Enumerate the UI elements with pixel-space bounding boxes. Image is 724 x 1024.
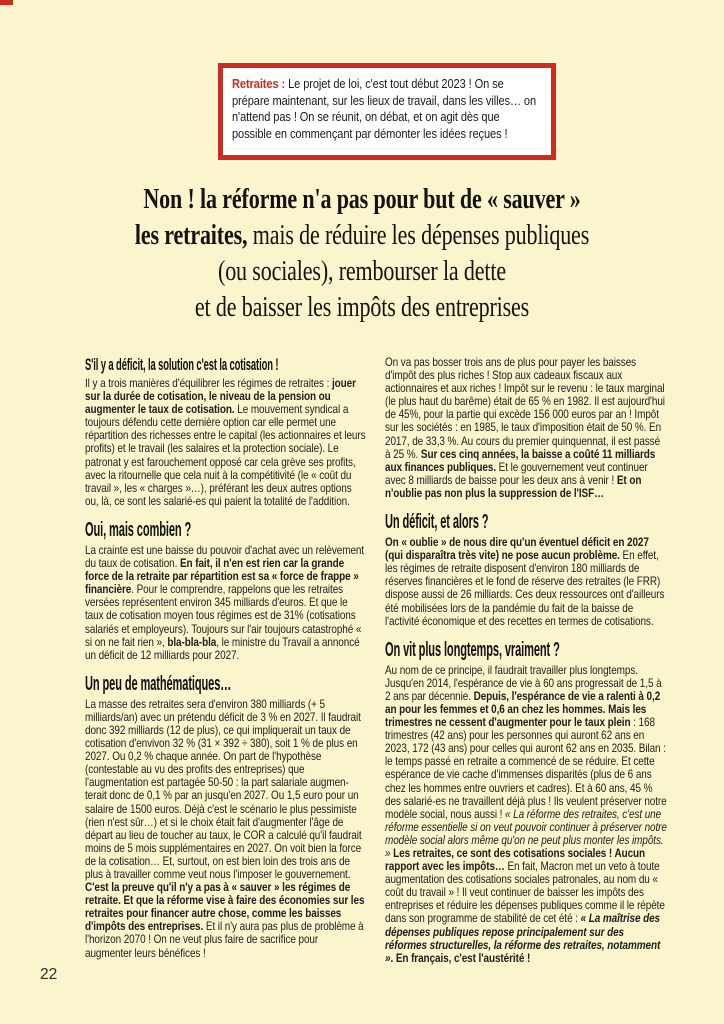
section-paragraph: On va pas bosser trois ans de plus pour payer les baisses d'impôt des plus riches ! Stop aux cadeaux fiscaux aux actionnaires et aux riches ! Impôt sur le revenu : le taux marginal (le plus haut du barême) était de 65 % en 1982. Il est aujourd'hui de 45%, pour la partie qui excède 156 000 euros par an ! Impôt sur les sociétés : en 1985, le taux d'imposition était de 50 %. En 2017, de 33,3 %. Au cours du premier quinquennat, il est passé à 25 %. Sur ces cinq années, la baisse a coûté 11 milliards aux finances publiques. Et le gouvernement veut continuer avec 8 milliards de baisse pour les deux ans à venir ! Et on n'oublie pas non plus la suppression de l'ISF… (385, 355, 665, 500)
section-paragraph: Au nom de ce principe, il faudrait travailler plus longtemps. Jusqu'en 2014, l'espérance de vie à 60 ans progressait de 1,5 à 2 ans par décennie. Depuis, l'espérance de vie a ralenti à 0,2 an pour les femmes et 0,6 an chez les hommes. Mais les trimestres ne cessent d'augmenter pour le taux plein : 168 trimestres (42 ans) pour les personnes qui auront 62 ans en 2023, 172 (43 ans) pour celles qui auront 62 ans en 2035. Bilan : le temps passé en retraite a commencé de se réduire. Et cette espérance de vie cache d'immenses disparités (plus de 6 ans chez les hommes entre ouvriers et cadres). Et à 60 ans, 45 % des salarié-es ne travaillent déjà plus ! Ils veulent préserver notre modèle social, nous aussi ! « La réforme des retraites, c'est une réforme essentielle si on veut pouvoir continuer à préserver notre modèle social alors même qu'on ne peut plus monter les impôts. » Les retraites, ce sont des cotisations sociales ! Aucun rapport avec les impôts… En fait, Macron met un veto à toute augmentation des cotisations sociales patronales, au nom du « coût du travail » ! Il veut continuer de baisser les impôts des entreprises et réduire les dépenses publiques comme il le répète dans son programme de stabilité de cet été : « La maîtrise des dépenses publiques repose principalement sur des réformes structurelles, la réforme des retraites, notamment ». En français, c'est l'austérité ! (385, 662, 667, 965)
section-deficit (385, 511, 667, 628)
section-paragraph: On « oublie » de nous dire qu'un éventuel déficit en 2027 (qui disparaîtra très vite) ne pose aucun problème. En effet, les régimes de retraite disposent d'environ 180 milliards de réserves financières et le fond de réserve des retraites (le FRR) dispose aussi de 26 milliards. Ces deux ressources ont d'ailleurs été mobilisées lors de la pandémie du fait de la baisse de l'activité économique et des recettes en termes de cotisations. (385, 535, 665, 628)
section-paragraph: Il y a trois manières d'équilibrer les régimes de retraites : jouer sur la durée de cotisation, le niveau de la pension ou augmenter le taux de cotisation. Le mouvement syndical a toujours défendu cette dernière option car elle permet une répartition des richesses entre le capital (les actionnaires et leurs profits) et le travail (les salaires et la protection sociale). Le patronat y est farouchement opposé car cela grève ses profits, avec la ritournelle que cela nuit à la compétitivité (le « coût du travail », les « charges »…), préférant les deux autres options ou, là, ce sont les salarié-es qui paient la totalité de l'addition. (85, 376, 366, 508)
right-column (385, 356, 667, 965)
section-impots (385, 356, 667, 500)
section-heading: On vit plus longtemps, vraiment ? (385, 638, 560, 661)
section-heading: Oui, mais combien ? (85, 518, 192, 541)
section-heading: S'il y a déficit, la solution c'est la cotisation ! (85, 355, 279, 374)
notice-text-block (232, 76, 542, 142)
notice-box (218, 63, 556, 160)
section-longevite (385, 639, 667, 965)
section-mathematiques (85, 673, 367, 960)
section-heading: Un peu de mathématiques… (85, 672, 232, 695)
left-column (85, 356, 367, 960)
red-corner-mark (0, 0, 13, 5)
headline-line-4: et de baisser les impôts des entreprises (194, 291, 530, 323)
headline (87, 181, 637, 325)
page-number: 22 (40, 966, 58, 983)
headline-line-2: les retraites, mais de réduire les dépenses publiques (134, 219, 590, 251)
headline-line-1: Non ! la réforme n'a pas pour but de « sauver » (143, 183, 581, 215)
notice-label: Retraites : (232, 76, 286, 91)
section-paragraph: La crainte est une baisse du pouvoir d'achat avec un relèvement du taux de cotisation. En fait, il n'en est rien car la grande force de la retraite par répartition est sa « force de frappe » financière. Pour le comprendre, rappelons que les retraites versées représentent environ 345 milliards d'euros. Et que le taux de cotisation moyen tous régimes est de 31% (cotisations salariés et employeurs). Toujours sur l'air toujours catastrophé « si on ne fait rien », bla-bla-bla, le ministre du Travail a annoncé un déficit de 12 milliards pour 2027. (85, 542, 365, 662)
section-heading: Un déficit, et alors ? (385, 511, 489, 534)
section-cotisation (85, 356, 367, 508)
section-paragraph: La masse des retraites sera d'environ 380 milliards (+ 5 milliards/an) avec un prétendu déficit de 3 % en 2027. Il faudrait donc 392 milliards (12 de plus), ce qui impliquerait un taux de cotisation d'envivon 32 % (31 × 392 ÷ 380), soit 1 % de plus en 2027. Ou 0,2 % chaque année. On part de l'hypothèse (contestable au vu des profits des entreprises) que l'augmentation est partagée 50-50 : la part salariale augmen- terait donc de 0,1 % par an jusqu'en 2027. Ou 1,5 euro pour un salaire de 1500 euros. Déjà c'est le scénario le plus pessimiste (rien n'est sûr…) et si le choix était fait d'augmenter l'âge de départ au lieu de toucher au taux, le COR a calculé qu'il faudrait moins de 5 mois supplémentaires en 2027. On voit bien la force de la cotisation… Et, surtout, on est bien loin des trois ans de plus à travailler comme veut nous l'imposer le gouvernement. C'est la preuve qu'il n'y a pas à « sauver » les régimes de retraite. Et que la réforme vise à faire des économies sur les retraites pour financer autre chose, comme les baisses d'impôts des entreprises. Et il n'y aura pas plus de problème à l'horizon 2070 ! On ne veut plus faire de sacrifice pour augmenter leurs bénéfices ! (85, 696, 365, 960)
headline-line-3: (ou sociales), rembourser la dette (218, 255, 506, 287)
section-combien (85, 519, 367, 662)
notice-text: Le projet de loi, c'est tout début 2023 ! On se prépare maintenant, sur les lieux de travail, dans les villes… on n'attend pas ! On se réunit, on débat, et on agit dès que possible en commençant par démonter les idées reçues ! (232, 76, 537, 141)
